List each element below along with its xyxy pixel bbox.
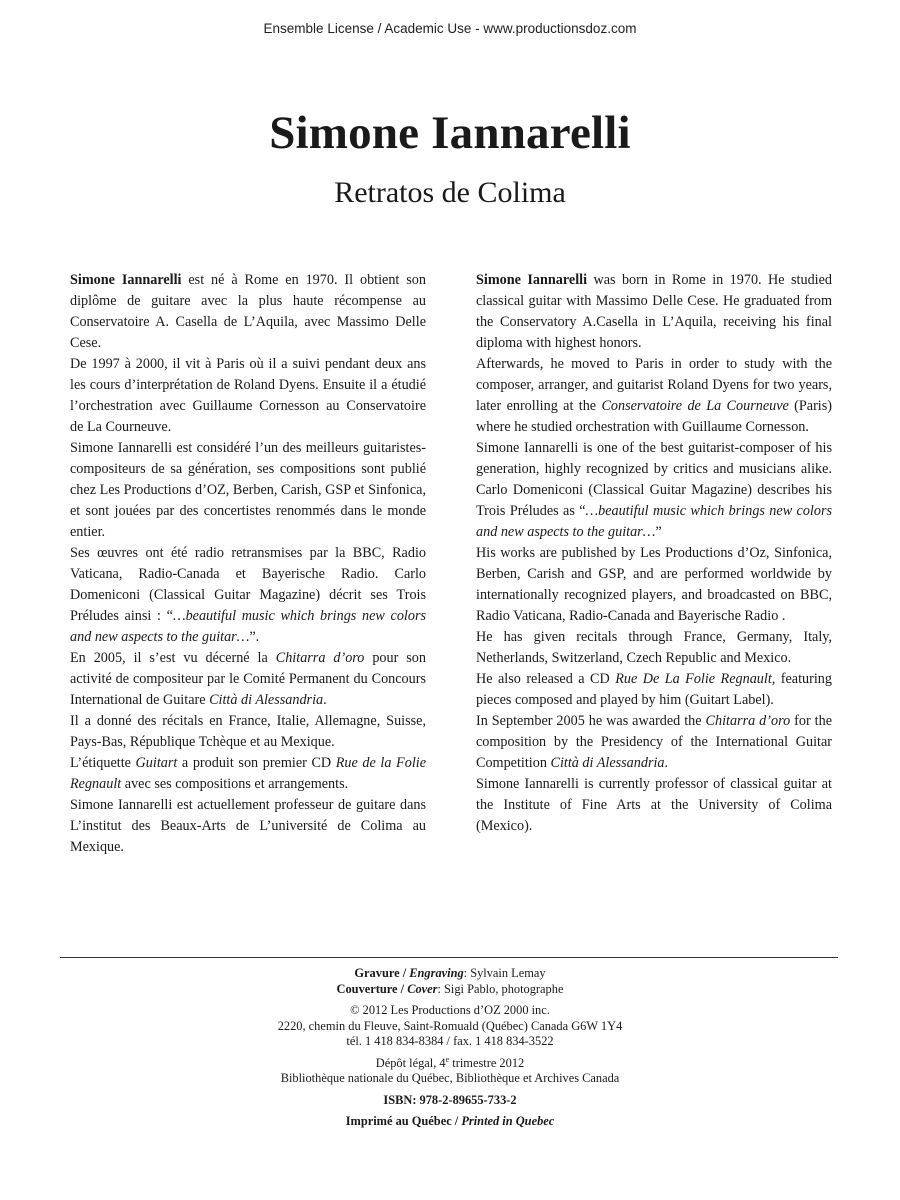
bio-fr-paragraph: Ses œuvres ont été radio retransmises par la BBC, Radio Vaticana, Radio-Canada et Bayerische Radio. Carlo Domeniconi (Classical Guitar Magazine) décrit ses Trois Préludes ainsi : “…beautiful music which brings new colors and new aspects to the guitar…”. xyxy=(70,545,426,645)
printed-notice: Imprimé au Québec / Printed in Quebec xyxy=(345,1114,555,1128)
legal-deposit: Dépôt légal, 4e trimestre 2012 xyxy=(375,1054,525,1070)
bio-fr-paragraph: L’étiquette Guitart a produit son premier CD Rue de la Folie Regnault avec ses compositions et arrangements. xyxy=(70,755,426,792)
bio-fr-paragraph: En 2005, il s’est vu décerné la Chitarra d’oro pour son activité de compositeur par le Comité Permanent du Concours International de Guitare Città di Alessandria. xyxy=(70,650,426,708)
publisher-phone: tél. 1 418 834-8384 / fax. 1 418 834-3522 xyxy=(346,1034,554,1048)
bio-fr-paragraph: Simone Iannarelli est né à Rome en 1970. Il obtient son diplôme de guitare avec la plus haute récompense au Conservatoire A. Casella de L’Aquila, avec Massimo Delle Cese. xyxy=(70,272,426,351)
bio-en-paragraph: Simone Iannarelli is one of the best guitarist-composer of his generation, highly recognized by critics and musicians alike. Carlo Domeniconi (Classical Guitar Magazine) describes his Trois Préludes as “…beautiful music which brings new colors and new aspects to the guitar…” xyxy=(476,440,832,540)
bio-en-paragraph: He has given recitals through France, Germany, Italy, Netherlands, Switzerland, Czech Republic and Mexico. xyxy=(476,629,832,666)
divider xyxy=(60,957,838,958)
publisher-address: 2220, chemin du Fleuve, Saint-Romuald (Québec) Canada G6W 1Y4 xyxy=(277,1018,623,1033)
bio-en-paragraph: Afterwards, he moved to Paris in order to study with the composer, arranger, and guitarist Roland Dyens for two years, later enrolling at the Conservatoire de La Courneuve (Paris) where he studied orchestration with Guillaume Cornesson. xyxy=(476,356,832,435)
bio-en-paragraph: His works are published by Les Productions d’Oz, Sinfonica, Berben, Carish and GSP, and are performed worldwide by internationally recognized players, and broadcasted on BBC, Radio Vaticana, Radio-Canada and Bayerische Radio . xyxy=(476,545,832,624)
biography-english xyxy=(476,270,832,837)
bio-en-paragraph: Simone Iannarelli was born in Rome in 1970. He studied classical guitar with Massimo Delle Cese. He graduated from the Conservatory A.Casella in L’Aquila, receiving his final diploma with highest honors. xyxy=(476,272,832,351)
bio-en-paragraph: Simone Iannarelli is currently professor of classical guitar at the Institute of Fine Arts at the University of Colima (Mexico). xyxy=(476,776,832,834)
isbn: ISBN: 978-2-89655-733-2 xyxy=(383,1092,517,1107)
bio-fr-paragraph: De 1997 à 2000, il vit à Paris où il a suivi pendant deux ans les cours d’interprétation de Roland Dyens. Ensuite il a étudié l’orchestration avec Guillaume Cornesson au Conservatoire de La Courneuve. xyxy=(70,356,426,435)
bio-fr-paragraph: Simone Iannarelli est actuellement professeur de guitare dans L’institut des Beaux-Arts de L’université de Colima au Mexique. xyxy=(70,797,426,855)
copyright: © 2012 Les Productions d’OZ 2000 inc. xyxy=(350,1003,550,1017)
bio-en-paragraph: In September 2005 he was awarded the Chitarra d’oro for the composition by the Presidency of the International Guitar Competition Città di Alessandria. xyxy=(476,713,832,771)
engraving-credit: Gravure / Engraving: Sylvain Lemay xyxy=(354,966,546,980)
bio-en-paragraph: He also released a CD Rue De La Folie Regnault, featuring pieces composed and played by him (Guitart Label). xyxy=(476,671,832,708)
composer-name: Simone Iannarelli xyxy=(269,107,631,159)
colophon xyxy=(0,966,900,1130)
cover-credit: Couverture / Cover: Sigi Pablo, photographe xyxy=(336,981,564,996)
bio-fr-paragraph: Il a donné des récitals en France, Italie, Allemagne, Suisse, Pays-Bas, République Tchèque et au Mexique. xyxy=(70,713,426,750)
work-title: Retratos de Colima xyxy=(334,176,566,209)
license-header: Ensemble License / Academic Use - www.productionsdoz.com xyxy=(263,21,637,36)
bio-fr-paragraph: Simone Iannarelli est considéré l’un des meilleurs guitaristes-compositeurs de sa génération, ses compositions sont publié chez Les Productions d’OZ, Berben, Carish, GSP et Sinfonica, et sont jouées par des concertistes renommés dans le monde entier. xyxy=(70,440,426,540)
library-notice: Bibliothèque nationale du Québec, Bibliothèque et Archives Canada xyxy=(280,1071,620,1085)
biography-french xyxy=(70,270,426,858)
